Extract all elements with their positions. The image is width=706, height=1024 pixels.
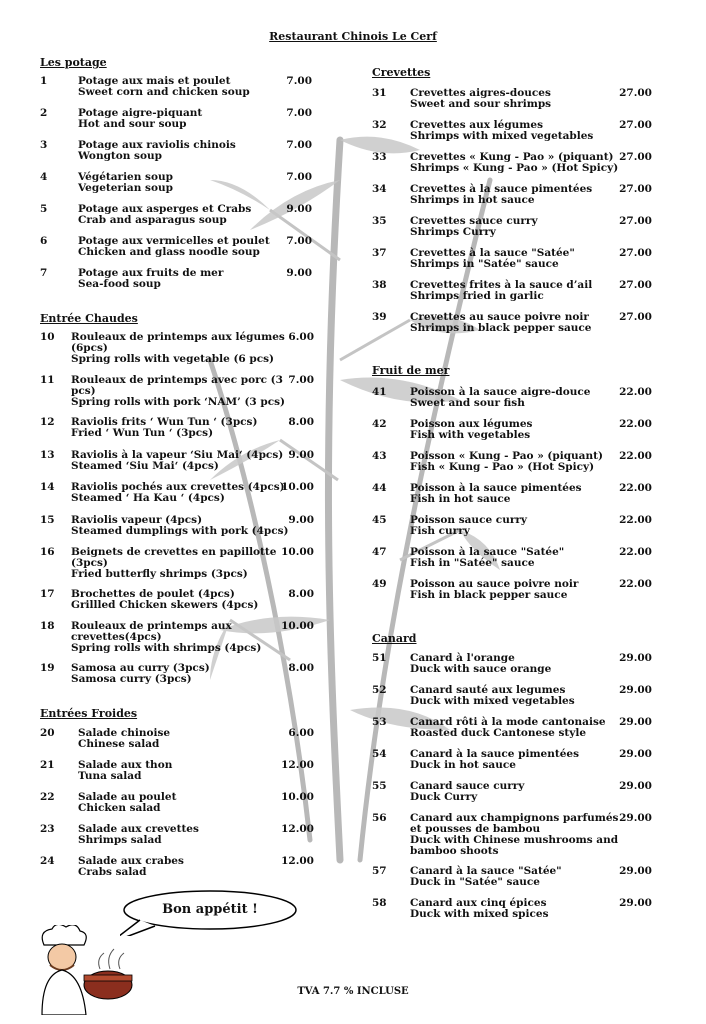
item-name-line: crevettes(4pcs) bbox=[71, 631, 162, 643]
item-name-line: Poisson sauce curry bbox=[410, 514, 527, 526]
item-name-line: Canard aux cinq épices bbox=[410, 897, 547, 909]
item-name-line: pcs) bbox=[71, 385, 96, 397]
item-number: 31 bbox=[372, 87, 387, 99]
item-name-en: Chicken salad bbox=[78, 802, 161, 814]
item-name-line: Beignets de crevettes en papillotte bbox=[71, 546, 277, 558]
item-name-en: Shrimps fried in garlic bbox=[410, 290, 544, 302]
item-price: 22.00 bbox=[619, 578, 652, 590]
item-name-en: Duck with mixed spices bbox=[410, 908, 549, 920]
item-price: 6.00 bbox=[288, 727, 314, 739]
item-name-line: Salade chinoise bbox=[78, 727, 171, 739]
item-number: 12 bbox=[40, 416, 55, 428]
item-name-line: et pousses de bambou bbox=[410, 823, 541, 835]
item-number: 55 bbox=[372, 780, 387, 792]
section-heading-fruit-de-mer: Fruit de mer bbox=[372, 364, 450, 377]
item-name-line: Spring rolls with shrimps (4pcs) bbox=[71, 642, 262, 654]
item-number: 51 bbox=[372, 652, 387, 664]
item-price: 29.00 bbox=[619, 684, 652, 696]
item-name-line: Potage aux raviolis chinois bbox=[78, 139, 236, 151]
chef-illustration bbox=[36, 925, 146, 1015]
item-number: 24 bbox=[40, 855, 55, 867]
item-number: 21 bbox=[40, 759, 55, 771]
item-number: 4 bbox=[40, 171, 48, 183]
item-price: 9.00 bbox=[288, 514, 314, 526]
item-name-en: Shrimps salad bbox=[78, 834, 162, 846]
item-price: 7.00 bbox=[286, 235, 312, 247]
item-price: 22.00 bbox=[619, 418, 652, 430]
item-description bbox=[410, 866, 562, 888]
item-name-line: Spring rolls with vegetable (6 pcs) bbox=[71, 353, 274, 365]
item-name-line: Steamed ‘ Ha Kau ‘ (4pcs) bbox=[71, 492, 225, 504]
item-name-en: Roasted duck Cantonese style bbox=[410, 727, 587, 739]
item-price: 27.00 bbox=[619, 119, 652, 131]
item-number: 32 bbox=[372, 119, 387, 131]
item-number: 38 bbox=[372, 279, 387, 291]
item-name-line: Canard sauce curry bbox=[410, 780, 525, 792]
item-name-en: Crabs salad bbox=[78, 866, 147, 878]
item-name-line: Grillled Chicken skewers (4pcs) bbox=[71, 599, 259, 611]
item-description bbox=[410, 280, 592, 302]
item-number: 42 bbox=[372, 418, 387, 430]
item-price: 9.00 bbox=[286, 203, 312, 215]
item-number: 35 bbox=[372, 215, 387, 227]
item-number: 18 bbox=[40, 620, 55, 632]
section-heading-potages: Les potage bbox=[40, 56, 107, 69]
item-price: 27.00 bbox=[619, 215, 652, 227]
item-price: 27.00 bbox=[619, 151, 652, 163]
item-number: 11 bbox=[40, 374, 55, 386]
item-price: 22.00 bbox=[619, 514, 652, 526]
item-number: 52 bbox=[372, 684, 387, 696]
item-name-en: Sea-food soup bbox=[78, 278, 161, 290]
item-number: 15 bbox=[40, 514, 55, 526]
item-name-line: Poisson à la sauce pimentées bbox=[410, 482, 582, 494]
item-price: 7.00 bbox=[288, 374, 314, 386]
item-description bbox=[410, 717, 606, 739]
item-number: 1 bbox=[40, 75, 48, 87]
tax-note: TVA 7.7 % INCLUSE bbox=[297, 986, 409, 997]
item-description bbox=[410, 248, 575, 270]
item-name-line: Canard à l'orange bbox=[410, 652, 515, 664]
item-name-en: Shrimps « Kung - Pao » (Hot Spicy) bbox=[410, 162, 619, 174]
item-name-line: Raviolis frits ‘ Wun Tun ‘ (3pcs) bbox=[71, 416, 258, 428]
item-name-line: Salade aux thon bbox=[78, 759, 173, 771]
item-name-line: Rouleaux de printemps aux légumes bbox=[71, 331, 285, 343]
item-number: 44 bbox=[372, 482, 387, 494]
item-description bbox=[410, 579, 578, 601]
item-description bbox=[410, 898, 549, 920]
item-name-en: Duck with sauce orange bbox=[410, 663, 552, 675]
item-description bbox=[410, 120, 593, 142]
item-name-line: Fried ‘ Wun Tun ‘ (3pcs) bbox=[71, 427, 214, 439]
item-price: 8.00 bbox=[288, 588, 314, 600]
item-description bbox=[410, 813, 618, 857]
item-number: 49 bbox=[372, 578, 387, 590]
item-price: 7.00 bbox=[286, 75, 312, 87]
item-name-en: Chinese salad bbox=[78, 738, 160, 750]
item-name-line: Potage aux fruits de mer bbox=[78, 267, 224, 279]
item-name-line: Crevettes « Kung - Pao » (piquant) bbox=[410, 151, 614, 163]
menu-item bbox=[0, 813, 706, 857]
item-name-line: Steamed ‘Siu Mai‘ (4pcs) bbox=[71, 460, 219, 472]
item-name-line: Crevettes frites à la sauce d’ail bbox=[410, 279, 593, 291]
item-price: 7.00 bbox=[286, 139, 312, 151]
item-price: 6.00 bbox=[288, 331, 314, 343]
item-price: 29.00 bbox=[619, 780, 652, 792]
item-name-line: Potage aux asperges et Crabs bbox=[78, 203, 252, 215]
item-description bbox=[71, 621, 261, 654]
item-price: 10.00 bbox=[281, 546, 314, 558]
item-name-line: Canard sauté aux legumes bbox=[410, 684, 566, 696]
item-name-line: bamboo shoots bbox=[410, 845, 499, 857]
item-name-en: Vegeterian soup bbox=[78, 182, 173, 194]
item-number: 58 bbox=[372, 897, 387, 909]
item-name-en: Fish in black pepper sauce bbox=[410, 589, 568, 601]
item-number: 19 bbox=[40, 662, 55, 674]
item-name-line: Crevettes au sauce poivre noir bbox=[410, 311, 589, 323]
item-description bbox=[410, 749, 579, 771]
section-heading-canard: Canard bbox=[372, 632, 417, 645]
item-name-line: Crevettes sauce curry bbox=[410, 215, 538, 227]
item-name-line: Poisson à la sauce "Satée" bbox=[410, 546, 565, 558]
item-price: 7.00 bbox=[286, 107, 312, 119]
item-number: 56 bbox=[372, 812, 387, 824]
item-name-line: Poisson au sauce poivre noir bbox=[410, 578, 579, 590]
item-name-line: Samosa au curry (3pcs) bbox=[71, 662, 210, 674]
item-number: 20 bbox=[40, 727, 55, 739]
item-name-en: Shrimps in hot sauce bbox=[410, 194, 535, 206]
item-name-line: Salade au poulet bbox=[78, 791, 177, 803]
item-description bbox=[410, 152, 618, 174]
item-name-line: Duck with Chinese mushrooms and bbox=[410, 834, 619, 846]
item-number: 45 bbox=[372, 514, 387, 526]
item-name-en: Fish with vegetables bbox=[410, 429, 531, 441]
item-price: 10.00 bbox=[281, 620, 314, 632]
item-name-line: Canard à la sauce "Satée" bbox=[410, 865, 562, 877]
item-price: 27.00 bbox=[619, 183, 652, 195]
item-price: 29.00 bbox=[619, 748, 652, 760]
item-name-en: Duck with mixed vegetables bbox=[410, 695, 575, 707]
item-price: 22.00 bbox=[619, 546, 652, 558]
item-number: 33 bbox=[372, 151, 387, 163]
item-name-line: Potage aux mais et poulet bbox=[78, 75, 231, 87]
item-name-line: Rouleaux de printemps aux bbox=[71, 620, 232, 632]
item-price: 29.00 bbox=[619, 812, 652, 824]
item-name-line: Spring rolls with pork ‘NAM’ (3 pcs) bbox=[71, 396, 286, 408]
item-name-line: Crevettes aux légumes bbox=[410, 119, 543, 131]
item-name-line: Crevettes à la sauce pimentées bbox=[410, 183, 593, 195]
item-number: 2 bbox=[40, 107, 48, 119]
item-number: 47 bbox=[372, 546, 387, 558]
item-description bbox=[410, 781, 524, 803]
item-price: 9.00 bbox=[286, 267, 312, 279]
item-description bbox=[410, 216, 538, 238]
item-description bbox=[410, 547, 564, 569]
item-description bbox=[410, 685, 575, 707]
item-number: 16 bbox=[40, 546, 55, 558]
item-number: 13 bbox=[40, 449, 55, 461]
menu-item bbox=[0, 579, 706, 623]
item-name-line: Steamed dumplings with pork (4pcs) bbox=[71, 525, 289, 537]
item-name-line: Crevettes aigres-douces bbox=[410, 87, 551, 99]
item-name-en: Tuna salad bbox=[78, 770, 142, 782]
bon-appetit-text: Bon appétit ! bbox=[162, 902, 258, 917]
item-name-line: Poisson « Kung - Pao » (piquant) bbox=[410, 450, 603, 462]
item-number: 54 bbox=[372, 748, 387, 760]
item-name-line: Canard à la sauce pimentées bbox=[410, 748, 579, 760]
item-name-line: Raviolis pochés aux crevettes (4pcs) bbox=[71, 481, 285, 493]
item-name-en: Fish « Kung - Pao » (Hot Spicy) bbox=[410, 461, 595, 473]
item-price: 8.00 bbox=[288, 662, 314, 674]
item-name-en: Wongton soup bbox=[78, 150, 162, 162]
item-price: 12.00 bbox=[281, 759, 314, 771]
item-price: 27.00 bbox=[619, 279, 652, 291]
item-price: 29.00 bbox=[619, 652, 652, 664]
item-price: 29.00 bbox=[619, 716, 652, 728]
item-price: 12.00 bbox=[281, 823, 314, 835]
item-name-line: (3pcs) bbox=[71, 557, 108, 569]
item-name-line: Raviolis vapeur (4pcs) bbox=[71, 514, 203, 526]
item-name-line: Végétarien soup bbox=[78, 171, 173, 183]
item-name-line: Poisson aux légumes bbox=[410, 418, 533, 430]
item-price: 8.00 bbox=[288, 416, 314, 428]
item-name-line: Potage aux vermicelles et poulet bbox=[78, 235, 270, 247]
item-price: 10.00 bbox=[281, 791, 314, 803]
item-description bbox=[410, 451, 603, 473]
item-name-en: Fish in hot sauce bbox=[410, 493, 511, 505]
item-price: 10.00 bbox=[281, 481, 314, 493]
item-name-en: Sweet and sour fish bbox=[410, 397, 525, 409]
item-description bbox=[410, 184, 592, 206]
item-name-en: Chicken and glass noodle soup bbox=[78, 246, 260, 258]
item-number: 7 bbox=[40, 267, 48, 279]
section-heading-crevettes: Crevettes bbox=[372, 66, 431, 79]
section-heading-entrees-chaudes: Entrée Chaudes bbox=[40, 312, 138, 325]
item-price: 9.00 bbox=[288, 449, 314, 461]
item-number: 14 bbox=[40, 481, 55, 493]
item-description bbox=[410, 483, 582, 505]
item-name-en: Duck Curry bbox=[410, 791, 478, 803]
item-price: 22.00 bbox=[619, 482, 652, 494]
item-name-line: Rouleaux de printemps avec porc (3 bbox=[71, 374, 283, 386]
item-name-line: Crevettes à la sauce "Satée" bbox=[410, 247, 575, 259]
item-number: 57 bbox=[372, 865, 387, 877]
item-number: 37 bbox=[372, 247, 387, 259]
item-name-en: Fish in "Satée" sauce bbox=[410, 557, 535, 569]
item-name-en: Sweet corn and chicken soup bbox=[78, 86, 250, 98]
item-price: 22.00 bbox=[619, 450, 652, 462]
item-price: 29.00 bbox=[619, 897, 652, 909]
item-description bbox=[410, 387, 590, 409]
item-name-line: Potage aigre-piquant bbox=[78, 107, 203, 119]
item-description bbox=[410, 419, 532, 441]
item-name-line: (6pcs) bbox=[71, 342, 108, 354]
item-price: 12.00 bbox=[281, 855, 314, 867]
item-price: 7.00 bbox=[286, 171, 312, 183]
item-number: 17 bbox=[40, 588, 55, 600]
item-name-line: Canard rôti à la mode cantonaise bbox=[410, 716, 606, 728]
item-price: 27.00 bbox=[619, 311, 652, 323]
item-description bbox=[410, 515, 527, 537]
item-price: 22.00 bbox=[619, 386, 652, 398]
item-number: 10 bbox=[40, 331, 55, 343]
item-number: 43 bbox=[372, 450, 387, 462]
item-name-line: Salade aux crevettes bbox=[78, 823, 199, 835]
item-name-line: Brochettes de poulet (4pcs) bbox=[71, 588, 235, 600]
item-number: 53 bbox=[372, 716, 387, 728]
item-name-en: Shrimps with mixed vegetables bbox=[410, 130, 594, 142]
item-name-en: Shrimps in "Satée" sauce bbox=[410, 258, 559, 270]
item-description bbox=[410, 312, 592, 334]
item-description bbox=[410, 88, 551, 110]
item-name-line: Raviolis à la vapeur ‘Siu Mai‘ (4pcs) bbox=[71, 449, 284, 461]
item-name-en: Crab and asparagus soup bbox=[78, 214, 227, 226]
section-heading-entrees-froides: Entrées Froides bbox=[40, 707, 138, 720]
item-number: 22 bbox=[40, 791, 55, 803]
item-number: 34 bbox=[372, 183, 387, 195]
item-number: 41 bbox=[372, 386, 387, 398]
item-name-line: Salade aux crabes bbox=[78, 855, 184, 867]
item-name-line: Samosa curry (3pcs) bbox=[71, 673, 192, 685]
item-name-en: Sweet and sour shrimps bbox=[410, 98, 552, 110]
item-name-en: Fish curry bbox=[410, 525, 470, 537]
item-name-line: Fried butterfly shrimps (3pcs) bbox=[71, 568, 248, 580]
menu-title: Restaurant Chinois Le Cerf bbox=[269, 30, 437, 43]
item-name-line: Canard aux champignons parfumés bbox=[410, 812, 619, 824]
item-number: 6 bbox=[40, 235, 48, 247]
item-price: 29.00 bbox=[619, 865, 652, 877]
item-name-en: Duck in hot sauce bbox=[410, 759, 516, 771]
item-number: 3 bbox=[40, 139, 48, 151]
item-number: 5 bbox=[40, 203, 48, 215]
item-name-en: Hot and sour soup bbox=[78, 118, 187, 130]
item-price: 27.00 bbox=[619, 87, 652, 99]
item-name-en: Shrimps Curry bbox=[410, 226, 496, 238]
item-name-en: Duck in "Satée" sauce bbox=[410, 876, 540, 888]
item-description bbox=[410, 653, 551, 675]
item-name-en: Shrimps in black pepper sauce bbox=[410, 322, 592, 334]
item-number: 39 bbox=[372, 311, 387, 323]
menu-item bbox=[0, 312, 706, 356]
item-price: 27.00 bbox=[619, 247, 652, 259]
item-number: 23 bbox=[40, 823, 55, 835]
item-name-line: Poisson à la sauce aigre-douce bbox=[410, 386, 591, 398]
